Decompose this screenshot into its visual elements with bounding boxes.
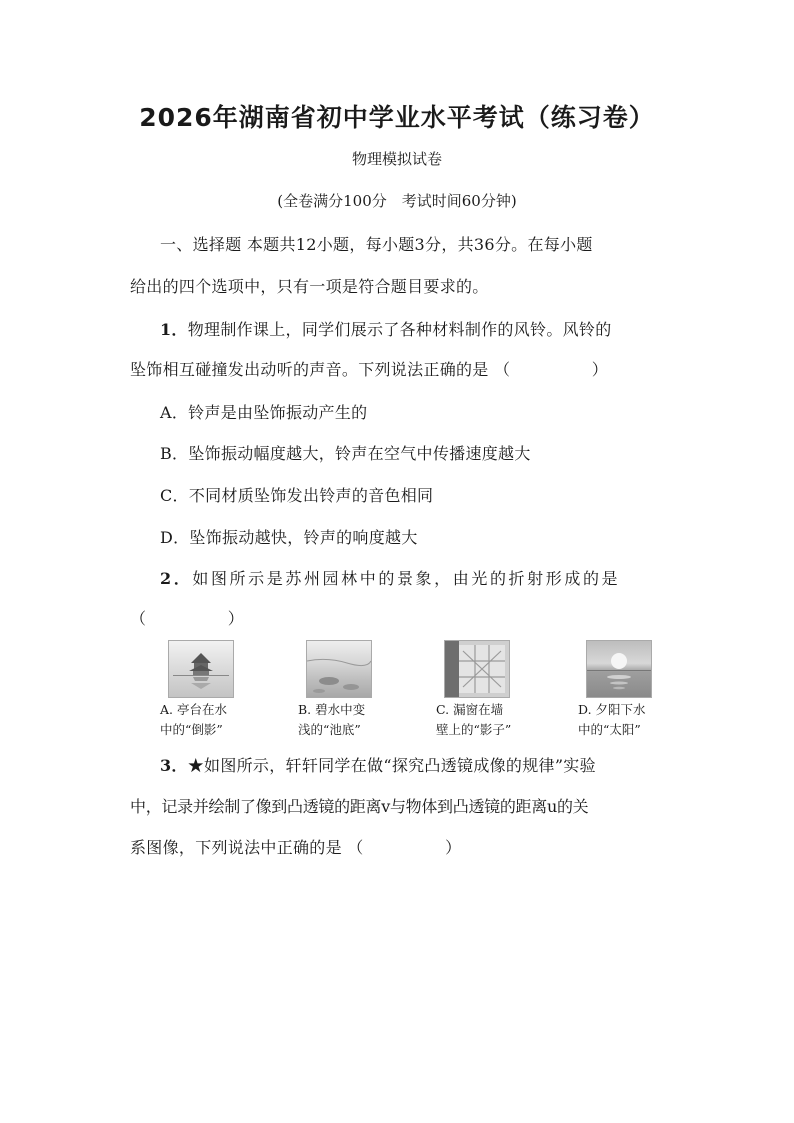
question-1-option-c: C．不同材质坠饰发出铃声的音色相同 [160,486,434,505]
question-2-number: 2． [160,569,193,588]
question-3-line2: 中，记录并绘制了像到凸透镜的距离v与物体到凸透镜的距离u的关 [130,797,589,816]
question-1-option-b: B．坠饰振动幅度越大，铃声在空气中传播速度越大 [160,444,531,463]
figure-c-caption: C. 漏窗在墙 壁上的“影子” [436,702,512,737]
question-2-text: 如图所示是苏州园林中的景象，由光的折射形成的是 [192,569,621,588]
figure-option-b [298,640,408,740]
lattice-window-shadow-icon [444,640,510,698]
shallow-pool-icon [306,640,372,698]
question-2-figure-row [0,640,794,740]
figure-option-a [160,640,270,740]
question-3-number: 3． [160,756,188,775]
question-1-option-d: D．坠饰振动越快，铃声的响度越大 [160,528,418,547]
question-3-line1 [160,753,596,776]
question-1-line2: 坠饰相互碰撞发出动听的声音。下列说法正确的是 （ ） [130,360,609,379]
question-1-line1 [160,317,612,340]
exam-subtitle: 物理模拟试卷 [351,150,442,168]
figure-a-caption: A. 亭台在水 中的“倒影” [160,702,227,737]
exam-info: (全卷满分100分 考试时间60分钟) [277,192,517,210]
question-1-text: 物理制作课上，同学们展示了各种材料制作的风铃。风铃的 [187,320,612,339]
question-1-option-a: A．铃声是由坠饰振动产生的 [160,403,368,422]
question-3-line3: 系图像，下列说法中正确的是 （ ） [130,838,462,857]
section-heading-line1: 一、选择题 本题共12小题，每小题3分，共36分。在每小题 [160,235,593,254]
exam-title: 2026年湖南省初中学业水平考试（练习卷） [139,103,655,132]
question-2-line2: （ ） [130,609,245,628]
figure-option-c [436,640,546,740]
question-3-text: ★如图所示，轩轩同学在做“探究凸透镜成像的规律”实验 [187,756,596,775]
figure-option-d [578,640,688,740]
sunset-reflection-icon [586,640,652,698]
pavilion-reflection-icon [168,640,234,698]
figure-d-caption: D. 夕阳下水 中的“太阳” [578,702,646,737]
question-2-line1 [160,566,620,589]
question-1-number: 1． [160,320,188,339]
figure-b-caption: B. 碧水中变 浅的“池底” [298,702,366,737]
section-heading-line2: 给出的四个选项中，只有一项是符合题目要求的。 [130,277,489,296]
